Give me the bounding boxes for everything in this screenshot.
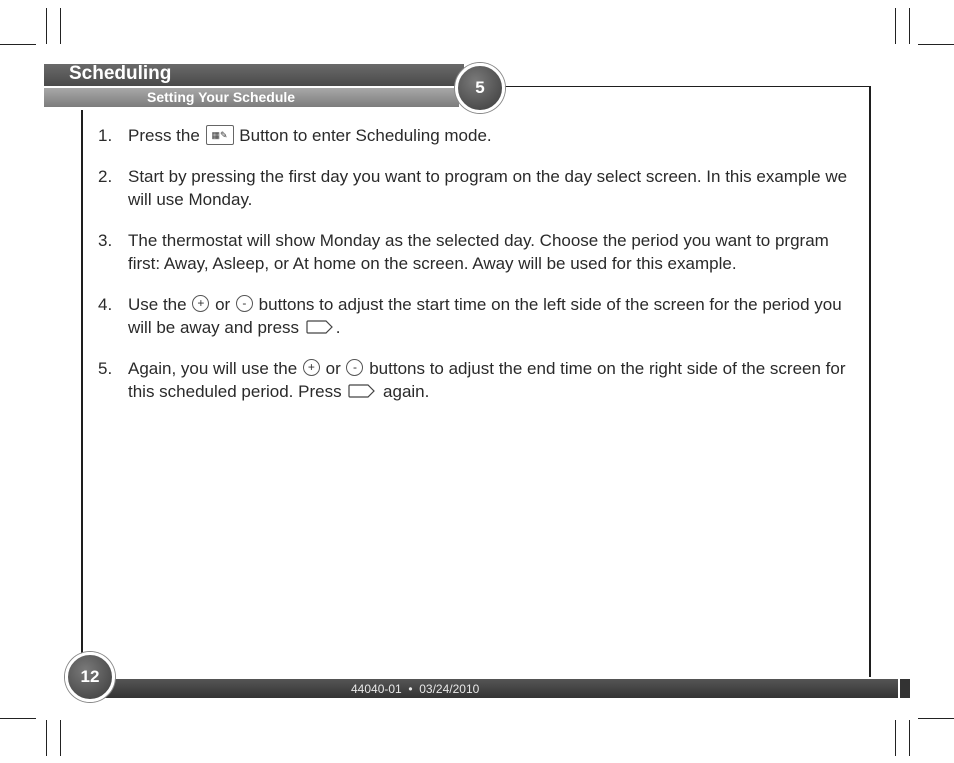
crop-mark (0, 718, 36, 719)
step-1 (98, 124, 860, 147)
section-title: Scheduling (69, 63, 172, 84)
footer-bar-end (900, 679, 910, 698)
plus-circle-icon: + (303, 359, 320, 376)
calendar-pencil-icon: ▦✎ (206, 125, 234, 145)
step-text: Button to enter Scheduling mode. (239, 126, 492, 145)
page-border-top (500, 86, 871, 87)
step-text: buttons to adjust the start time on the left side of the screen for the period you will be away and press (128, 295, 842, 337)
step-3 (98, 229, 860, 275)
subsection-title: Setting Your Schedule (147, 89, 296, 105)
arrow-button-icon (306, 319, 334, 335)
step-number: 1. (98, 126, 113, 145)
crop-mark (0, 44, 36, 45)
crop-mark (60, 720, 61, 756)
step-5 (98, 357, 860, 403)
page-border-left (81, 110, 83, 678)
crop-mark (60, 8, 61, 44)
page-number-badge: 12 (65, 652, 115, 702)
step-number: 2. (98, 167, 113, 186)
step-text: The thermostat will show Monday as the selected day. Choose the period you want to prgram first: Away, Asleep, or At home on the screen. Away will be used for this example. (128, 231, 829, 273)
chapter-number-badge: 5 (455, 63, 505, 113)
document-info: 44040-01 • 03/24/2010 (351, 682, 480, 696)
step-text: . (335, 318, 341, 337)
arrow-button-icon (348, 383, 376, 399)
minus-circle-icon: - (346, 359, 363, 376)
step-4 (98, 293, 860, 339)
step-text: Press the (128, 126, 200, 145)
step-text: or (215, 295, 231, 314)
instructions (98, 124, 860, 421)
page-border-right (869, 86, 871, 677)
step-text: Again, you will use the (128, 359, 298, 378)
crop-mark (918, 44, 954, 45)
minus-circle-icon: - (236, 295, 253, 312)
plus-circle-icon: + (192, 295, 209, 312)
crop-mark (46, 8, 47, 44)
step-text: buttons to adjust the end time on the right side of the screen for this scheduled period. Press (128, 359, 846, 401)
step-number: 4. (98, 295, 113, 314)
crop-mark (909, 8, 910, 44)
crop-mark (909, 720, 910, 756)
crop-mark (918, 718, 954, 719)
step-text: Use the (128, 295, 187, 314)
step-text: again. (383, 382, 430, 401)
crop-mark (46, 720, 47, 756)
step-number: 5. (98, 359, 113, 378)
footer-bar (92, 679, 898, 698)
step-text: or (325, 359, 341, 378)
crop-mark (895, 720, 896, 756)
step-2 (98, 165, 860, 211)
crop-mark (895, 8, 896, 44)
step-number: 3. (98, 231, 113, 250)
step-text: Start by pressing the first day you want to program on the day select screen. In this example we will use Monday. (128, 167, 848, 209)
